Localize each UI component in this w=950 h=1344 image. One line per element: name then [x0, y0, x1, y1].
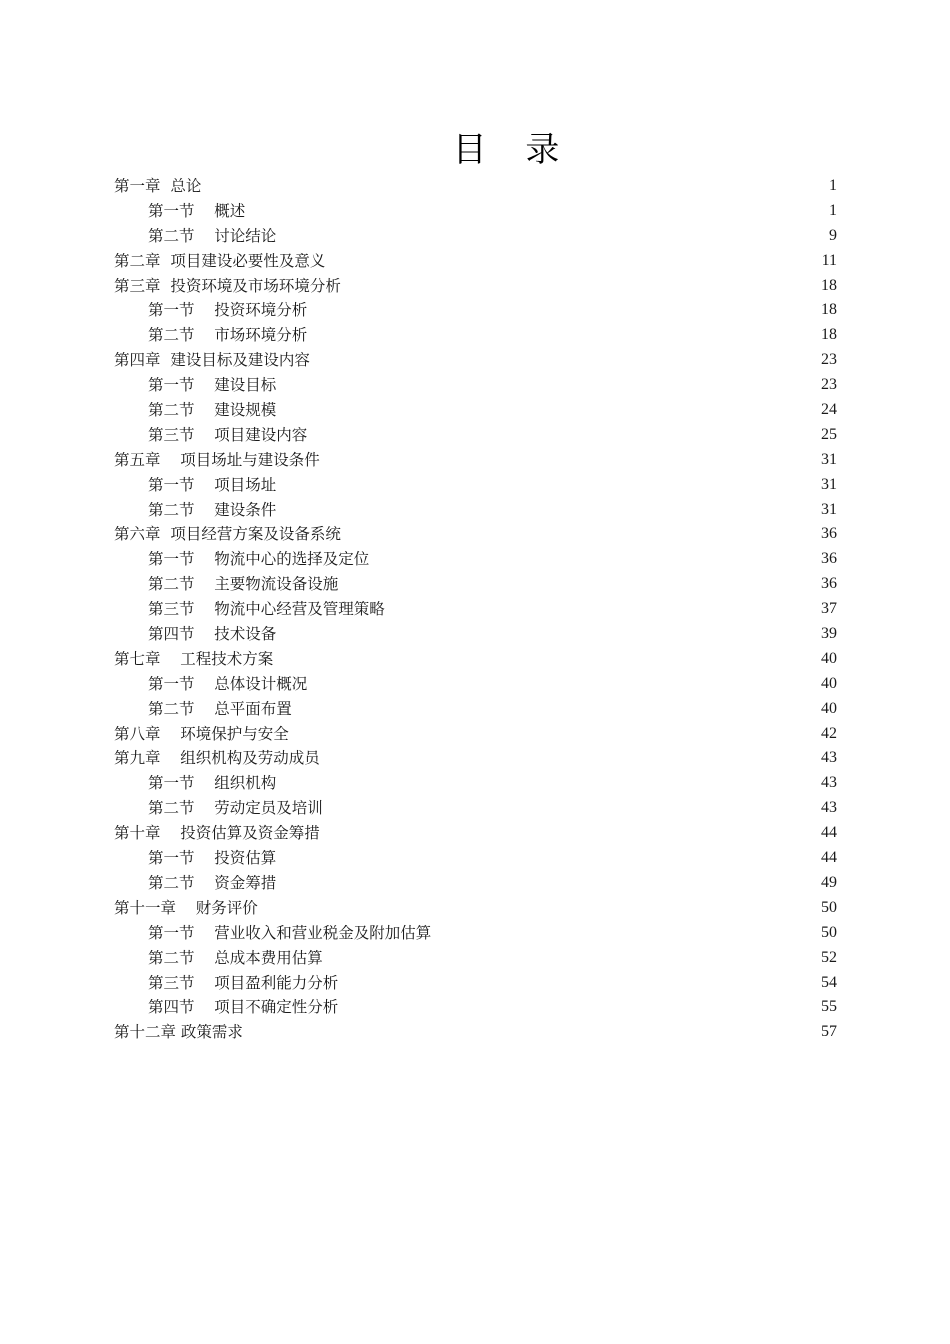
toc-entry-label: 第一节 营业收入和营业税金及附加估算 — [148, 923, 432, 942]
toc-section-entry[interactable] — [114, 995, 837, 1020]
toc-entry-label: 第二节 总平面布置 — [148, 699, 292, 718]
toc-chapter-entry[interactable] — [114, 522, 837, 547]
toc-chapter-entry[interactable] — [114, 896, 837, 921]
toc-section-entry[interactable] — [114, 921, 837, 946]
toc-section-entry[interactable] — [114, 871, 837, 896]
toc-entry-label: 第六章 项目经营方案及设备系统 — [114, 525, 341, 544]
toc-entry-label: 第三节 项目盈利能力分析 — [148, 973, 339, 992]
toc-entry-label: 第二节 建设规模 — [148, 401, 277, 420]
toc-entry-label: 第十一章 财务评价 — [114, 898, 258, 917]
toc-page-number: 40 — [821, 649, 837, 667]
toc-page-number: 18 — [821, 326, 837, 344]
toc-entry-label: 第二节 讨论结论 — [148, 226, 277, 245]
toc-entry-label: 第八章 环境保护与安全 — [114, 724, 289, 743]
toc-entry-label: 第二节 总成本费用估算 — [148, 948, 323, 967]
toc-entry-label: 第二节 资金筹措 — [148, 873, 277, 892]
toc-page-number: 50 — [821, 898, 837, 916]
toc-section-entry[interactable] — [114, 771, 837, 796]
toc-section-entry[interactable] — [114, 473, 837, 498]
toc-section-entry[interactable] — [114, 373, 837, 398]
toc-entry-label: 第三节 物流中心经营及管理策略 — [148, 600, 385, 619]
toc-entry-label: 第一节 建设目标 — [148, 376, 277, 395]
toc-section-entry[interactable] — [114, 697, 837, 722]
toc-title: 目 录 — [452, 130, 574, 170]
toc-entry-label: 第十章 投资估算及资金筹措 — [114, 824, 320, 843]
toc-entry-label: 第一节 投资环境分析 — [148, 301, 308, 320]
toc-page-number: 55 — [821, 998, 837, 1016]
toc-entry-label: 第一节 物流中心的选择及定位 — [148, 550, 370, 569]
toc-section-entry[interactable] — [114, 971, 837, 996]
toc-section-entry[interactable] — [114, 323, 837, 348]
toc-entry-label: 第二节 市场环境分析 — [148, 326, 308, 345]
toc-page-number: 57 — [821, 1023, 837, 1041]
toc-page-number: 44 — [821, 849, 837, 867]
toc-page-number: 31 — [821, 450, 837, 468]
table-of-contents — [114, 174, 837, 1045]
toc-page-number: 49 — [821, 873, 837, 891]
toc-entry-label: 第二节 劳动定员及培训 — [148, 799, 323, 818]
toc-page-number: 54 — [821, 973, 837, 991]
toc-page-number: 43 — [821, 749, 837, 767]
toc-page-number: 40 — [821, 699, 837, 717]
toc-chapter-entry[interactable] — [114, 746, 837, 771]
toc-section-entry[interactable] — [114, 547, 837, 572]
toc-section-entry[interactable] — [114, 672, 837, 697]
toc-page-number: 31 — [821, 500, 837, 518]
toc-entry-label: 第四节 项目不确定性分析 — [148, 998, 339, 1017]
toc-entry-label: 第七章 工程技术方案 — [114, 649, 274, 668]
toc-entry-label: 第一节 概述 — [148, 201, 246, 220]
toc-entry-label: 第九章 组织机构及劳动成员 — [114, 749, 320, 768]
toc-chapter-entry[interactable] — [114, 174, 837, 199]
toc-page-number: 23 — [821, 376, 837, 394]
toc-chapter-entry[interactable] — [114, 249, 837, 274]
toc-entry-label: 第四节 技术设备 — [148, 625, 277, 644]
toc-page-number: 44 — [821, 824, 837, 842]
toc-page-number: 18 — [821, 301, 837, 319]
toc-chapter-entry[interactable] — [114, 448, 837, 473]
toc-section-entry[interactable] — [114, 846, 837, 871]
toc-entry-label: 第四章 建设目标及建设内容 — [114, 351, 310, 370]
toc-page-number: 1 — [829, 177, 837, 194]
toc-page-number: 39 — [821, 625, 837, 643]
toc-page-number: 43 — [821, 774, 837, 792]
toc-section-entry[interactable] — [114, 946, 837, 971]
toc-chapter-entry[interactable] — [114, 722, 837, 747]
toc-entry-label: 第一节 项目场址 — [148, 475, 277, 494]
toc-page-number: 36 — [821, 525, 837, 543]
toc-chapter-entry[interactable] — [114, 647, 837, 672]
toc-page-number: 18 — [821, 276, 837, 294]
toc-page-number: 24 — [821, 401, 837, 419]
toc-page-number: 25 — [821, 425, 837, 443]
toc-entry-label: 第一节 总体设计概况 — [148, 674, 308, 693]
toc-page-number: 11 — [821, 251, 837, 269]
toc-page-number: 43 — [821, 799, 837, 817]
toc-page-number: 23 — [821, 351, 837, 369]
toc-section-entry[interactable] — [114, 796, 837, 821]
toc-section-entry[interactable] — [114, 423, 837, 448]
toc-section-entry[interactable] — [114, 298, 837, 323]
toc-chapter-entry[interactable] — [114, 1020, 837, 1045]
toc-entry-label: 第十二章 政策需求 — [114, 1023, 243, 1042]
toc-page-number: 36 — [821, 550, 837, 568]
toc-page-number: 50 — [821, 923, 837, 941]
toc-section-entry[interactable] — [114, 572, 837, 597]
toc-entry-label: 第五章 项目场址与建设条件 — [114, 450, 320, 469]
toc-chapter-entry[interactable] — [114, 348, 837, 373]
toc-chapter-entry[interactable] — [114, 274, 837, 299]
toc-page-number: 52 — [821, 948, 837, 966]
toc-section-entry[interactable] — [114, 224, 837, 249]
toc-entry-label: 第三章 投资环境及市场环境分析 — [114, 276, 341, 295]
toc-page-number: 40 — [821, 674, 837, 692]
toc-section-entry[interactable] — [114, 199, 837, 224]
toc-chapter-entry[interactable] — [114, 821, 837, 846]
toc-page-number: 9 — [829, 226, 837, 244]
toc-page-number: 1 — [829, 201, 837, 219]
toc-page-number: 31 — [821, 475, 837, 493]
toc-entry-label: 第三节 项目建设内容 — [148, 425, 308, 444]
toc-page-number: 37 — [821, 600, 837, 618]
toc-section-entry[interactable] — [114, 498, 837, 523]
toc-section-entry[interactable] — [114, 597, 837, 622]
toc-section-entry[interactable] — [114, 398, 837, 423]
toc-entry-label: 第二节 建设条件 — [148, 500, 277, 519]
toc-page-number: 36 — [821, 575, 837, 593]
toc-entry-label: 第二节 主要物流设备设施 — [148, 575, 339, 594]
toc-section-entry[interactable] — [114, 622, 837, 647]
toc-entry-label: 第一节 组织机构 — [148, 774, 277, 793]
toc-page-number: 42 — [821, 724, 837, 742]
toc-entry-label: 第二章 项目建设必要性及意义 — [114, 251, 326, 270]
toc-entry-label: 第一节 投资估算 — [148, 849, 277, 868]
toc-entry-label: 第一章 总论 — [114, 177, 202, 195]
